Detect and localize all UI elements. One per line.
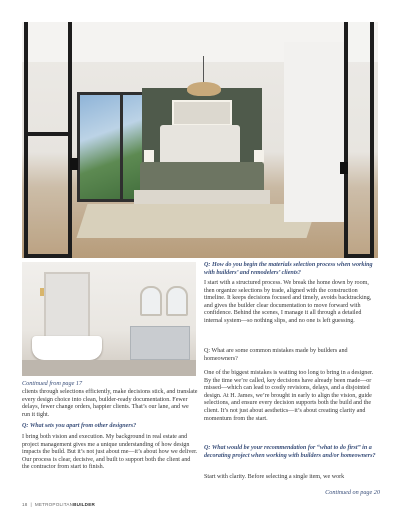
- vanity: [130, 326, 190, 360]
- bathroom-photo: [22, 262, 196, 376]
- wall-art: [172, 100, 232, 126]
- page-number: 18: [22, 502, 28, 507]
- chandelier: [187, 82, 221, 96]
- bathtub: [32, 336, 102, 360]
- continued-from: Continued from page 17: [22, 380, 83, 387]
- rug: [76, 204, 317, 238]
- left-paragraph-1: clients through selections efficiently, make decisions stick, and translate every design choice into clean, builder-ready documentation. Fewer delays, fewer change orders, happier clients. That’s our lane, and we run it tight.: [22, 389, 198, 418]
- question-apart: Q: What sets you apart from other designers?: [22, 423, 137, 429]
- left-paragraph-2: I bring both vision and execution. My background in real estate and project management gives me a unique understanding of how design impacts the build. But it’s not just about me—it’s about how we deliver. Our process is clear, decisive, and built to support both the client and the contractor from start to finish.: [22, 434, 198, 471]
- publication-name-bold: BUILDER: [73, 502, 95, 507]
- right-question-mistakes: Q: What are some common mistakes made by builders and homeowners?: [204, 348, 348, 362]
- continued-on: Continued on page 20: [325, 489, 380, 496]
- glass-door-left: [24, 22, 72, 258]
- lamp-left: [144, 150, 154, 162]
- headboard: [160, 125, 240, 167]
- sconce: [40, 288, 44, 296]
- door-handle-left: [70, 158, 78, 170]
- bedroom-photo: [22, 22, 378, 258]
- mirror-right: [166, 286, 188, 316]
- publication-name: METROPOLITAN: [34, 502, 74, 507]
- right-wall: [284, 42, 344, 222]
- right-paragraph-2: One of the biggest mistakes is waiting too long to bring in a designer. By the time we’re called, key decisions have already been made—or missed—which can lead to costly revisions, delays, and a disjointed design. At H. James, we’re brought in early to align the vision, guide selections, and ensure every decision supports both the build and the client. It’s not just about aesthetics—it’s about creating clarity and momentum from the start.: [204, 370, 374, 422]
- lamp-right: [254, 150, 264, 162]
- door-handle-right: [340, 162, 348, 174]
- glass-door-right: [344, 22, 374, 258]
- pendant-wire: [203, 56, 204, 82]
- right-paragraph-3: Start with clarity. Before selecting a single item, we work: [204, 474, 345, 480]
- bathroom-floor: [22, 360, 196, 376]
- folio-divider: |: [29, 502, 34, 507]
- right-paragraph-1: I start with a structured process. We break the home down by room, then organize selections by trade, aligned with the construction timeline. It keeps decisions focused and timely, avoids backtracking, and gives the builder clear documentation to move forward with confidence. Behind the scenes, I manage it all through a detailed internal system—so nothing slips, and no one is left guessing.: [204, 280, 372, 324]
- question-materials: Q: How do you begin the materials selection process when working with builders’ and remodelers’ clients?: [204, 262, 373, 276]
- mirror-left: [140, 286, 162, 316]
- folio: [22, 502, 95, 507]
- question-first: Q: What would be your recommendation for “what to do first” in a decorating project when working with builders and/or homeowners?: [204, 445, 376, 459]
